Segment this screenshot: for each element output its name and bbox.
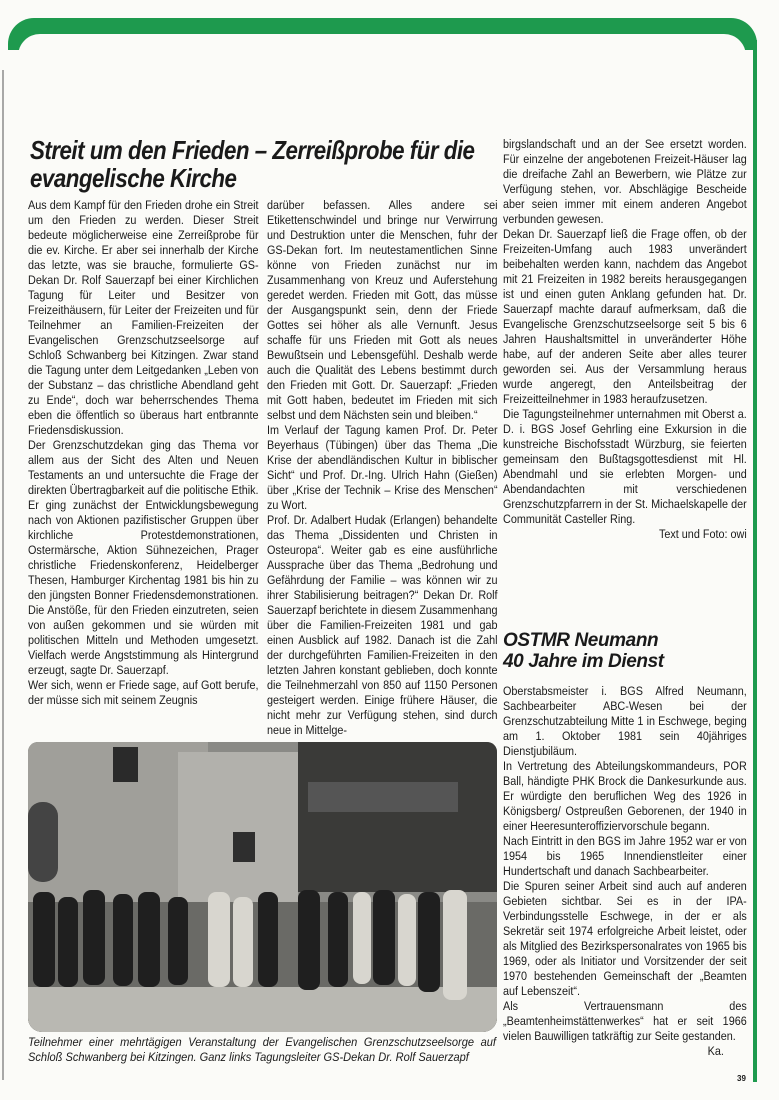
paragraph: darüber befassen. Alles andere sei Etikettenschwindel und bringe nur Verwirrung und Destruktion unter die Menschen, fuhr der GS-Dekan fort. Im neutestamentlichen Sinne könne von Frieden zunächst nur im Zusammenhang von Kreuz und Auferstehung geredet werden. Frieden mit Gott, das müsse der Ausgangspunkt sein, denn der Friede Gottes sei höher als alle Vernunft. Jesus schaffe für uns Frieden mit Gott als neues Bewußtsein und Lebensgefühl. Deshalb werde auch die Qualität des Lebens bestimmt durch den Frieden mit Gott. Dr. Sauerzapf: „Frieden mit Gott haben, bedeutet im Frieden mit sich selbst und dem Nächsten sein und bleiben.“ — [267, 198, 498, 422]
frame-inner — [18, 34, 746, 74]
paragraph: Oberstabsmeister i. BGS Alfred Neumann, Sachbearbeiter ABC-Wesen bei der Grenzschutzabteilung Mitte 1 in Eschwege, beging am 1. Oktober 1981 sein 40jähriges Dienstjubiläum. — [503, 684, 747, 758]
paragraph: Im Verlauf der Tagung kamen Prof. Dr. Peter Beyerhaus (Tübingen) über das Thema „Die Krise der abendländischen Kultur in biblischer Sicht“ und Prof. Dr.-Ing. Ulrich Hahn (Gießen) über „Krise der Technik – Krise des Menschen“ zu Wort. — [267, 423, 498, 512]
group-photo-image — [28, 742, 497, 1032]
paragraph: Die Spuren seiner Arbeit sind auch auf anderen Gebieten sichtbar. Sei es in der IPA-Verbindungsstelle Eschwege, in der er als Sekretär seit 1974 erfolgreiche Arbeit leistet, oder als Mitglied des Bezirkspersonalrates von 1965 bis 1969, oder als Initiator und Vorsitzender der seit 1970 bestehenden Gemeinschaft der „Beamten auf Lebenszeit“. — [503, 879, 747, 998]
paragraph: Die Tagungsteilnehmer unternahmen mit Oberst a. D. i. BGS Josef Gehrling eine Exkursion in die kunstreiche Bischofsstadt Würzburg, sie feierten gemeinsam den Bußtagsgottesdienst mit Hl. Abendmahl und sie erlebten Morgen- und Abendandachten mit verschiedenen Grenzschutzpfarrern in der St. Michaelskapelle der Communität Casteller Ring. — [503, 407, 747, 526]
paragraph: Nach Eintritt in den BGS im Jahre 1952 war er von 1954 bis 1965 Innendienstleiter einer Hundertschaft und danach Sachbearbeiter. — [503, 834, 747, 878]
article-title: Streit um den Frieden – Zerreißprobe für die evangelische Kirche — [30, 135, 475, 193]
paragraph: In Vertretung des Abteilungskommandeurs, POR Ball, händigte PHK Brock die Dankesurkunde aus. Er würdigte den beruflichen Weg des 1926 in Königsberg/ Ostpreußen Geborenen, der 1940 in einer Heeresunteroffiziervorschule begann. — [503, 759, 747, 833]
photo-caption: Teilnehmer einer mehrtägigen Veranstaltung der Evangelischen Grenzschutzseelsorge auf Schloß Schwanberg bei Kitzingen. Ganz links Tagungsleiter GS-Dekan Dr. Rolf Sauerzapf — [28, 1035, 496, 1064]
paragraph: Wer sich, wenn er Friede sage, auf Gott berufe, der müsse sich mit seinem Zeugnis — [28, 678, 259, 707]
page-number: 39 — [737, 1074, 746, 1083]
article-column-1 — [28, 198, 259, 708]
paragraph: birgslandschaft und an der See ersetzt worden. Für einzelne der angebotenen Freizeit-Häuser lag die dreifache Zahl an Bewerbern, wie Plätze zur Verfügung stehen, vor. Abschlägige Bescheide aber seien immer mit einem anderen Angebot verbunden gewesen. — [503, 137, 747, 226]
paragraph: Prof. Dr. Adalbert Hudak (Erlangen) behandelte das Thema „Dissidenten und Christen in Osteuropa“. Weiter gab es eine ausführliche Aussprache über das Thema „Bedrohung und Gefährdung der Familie – was können wir zu ihrer Stabilisierung beitragen?“ Dekan Dr. Rolf Sauerzapf berichtete in diesem Zusammenhang über die Familien-Freizeiten 1981 und gab einen Ausblick auf 1982. Danach ist die Zahl der durchgeführten Familien-Freizeiten in den letzten Jahren konstant geblieben, doch konnte die Teilnehmerzahl von 850 auf 1150 Personen gesteigert werden. Einige frühere Häuser, die nicht mehr zur Verfügung stehen, sind durch neue in Mittelge- — [267, 513, 498, 737]
photo-credit: Text und Foto: owi — [658, 527, 747, 541]
green-frame-right — [753, 40, 757, 1082]
article-column-3 — [503, 137, 747, 542]
page-edge — [2, 70, 4, 1080]
paragraph: Dekan Dr. Sauerzapf ließ die Frage offen, ob der Freizeiten-Umfang auch 1983 unverändert beibehalten werden kann, nachdem das Angebot mit 21 Freizeiten in 1982 bereits herausgegangen ist und einen guten Anklang gefunden hat. Dr. Sauerzapf machte darauf aufmerksam, daß die Evangelische Grenzschutzseelsorge seit 5 bis 6 Jahren Haushaltsmittel in unveränderter Höhe habe, auf der anderen Seite aber alles teurer geworden sei. Aus der Versammlung heraus wurde angeregt, den Anteilsbeitrag der Freizeitteilnehmer in 1983 heraufzusetzen. — [503, 227, 747, 406]
second-article-title — [503, 630, 747, 672]
second-article-body — [503, 684, 747, 1059]
group-photo — [28, 742, 497, 1032]
title-line-1: OSTMR Neumann — [503, 630, 659, 651]
paragraph: Der Grenzschutzdekan ging das Thema vor allem aus der Sicht des Alten und Neuen Testaments an und untersuchte die Frage der direkten Übertragbarkeit auf die politische Ethik. Er ging zunächst der Entwicklungsbewegung nach von Aktionen pazifistischer Gruppen über kirchliche Protestdemonstrationen, Ostermärsche, Aktion Sühnezeichen, Prager christliche Friedenskonferenz, Heidelberger Thesen, Hamburger Kirchentag 1981 bis hin zu den jüngsten Bonner Friedensdemonstrationen. Die Anstöße, für den Frieden einzutreten, seien von außen gekommen und sie würden mit politischen Mitteln und Methoden umgesetzt. Vielfach werde Angststimmung als Hintergrund erzeugt, sagte Dr. Sauerzapf. — [28, 438, 259, 677]
title-line-2: 40 Jahre im Dienst — [503, 651, 664, 672]
article-column-2 — [267, 198, 498, 738]
paragraph: Aus dem Kampf für den Frieden drohe ein Streit um den Frieden zu werden. Dieser Streit bedeute möglicherweise eine Zerreißprobe für die ev. Kirche. Er aber sei innerhalb der Kirche das letzte, was sie brauche, formulierte GS-Dekan Dr. Rolf Sauerzapf bei einer Kirchlichen Tagung für Leiter und Besitzer von Freizeithäusern, für Leiter der Freizeiten und für Teilnehmer an Familien-Freizeiten der Evangelischen Grenzschutzseelsorge auf Schloß Schwanberg bei Kitzingen. Zwar stand die Tagung unter dem Leitgedanken „Leben von der Substanz – das christliche Abendland geht zu Ende“, doch war beherrschendes Thema eben die öffentlich so überaus hart entbrannte Friedensdiskussion. — [28, 198, 259, 437]
paragraph: Als Vertrauensmann des „Beamtenheimstättenwerkes“ hat er seit 1966 vielen Bauwilligen tatkräftig zur Seite gestanden. — [503, 999, 747, 1043]
author-signature: Ka. — [707, 1044, 724, 1058]
